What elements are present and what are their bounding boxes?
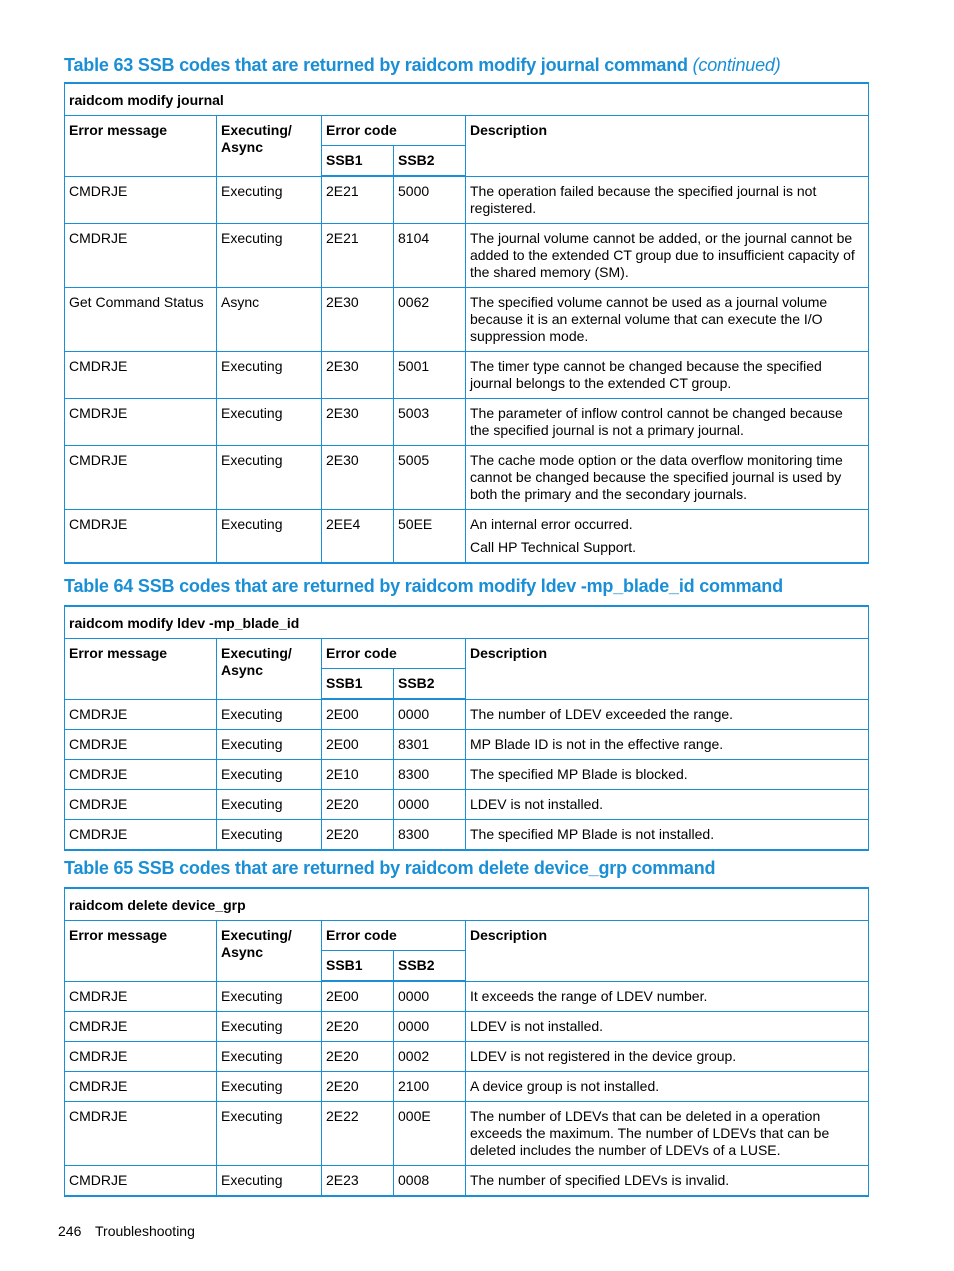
- table-title: raidcom modify journal: [65, 83, 869, 116]
- cell-ssb1: 2E30: [322, 398, 394, 445]
- cell-description: [466, 981, 869, 1012]
- header-error-message: Error message: [65, 921, 217, 982]
- cell-description: [466, 223, 869, 287]
- cell-ssb2: 8300: [394, 760, 466, 790]
- cell-ssb1: 2E20: [322, 1072, 394, 1102]
- header-executing: Executing/ Async: [217, 921, 322, 982]
- cell-description: [466, 790, 869, 820]
- table-row: [65, 730, 869, 760]
- caption-text: Table 63 SSB codes that are returned by raidcom modify journal command: [64, 55, 688, 75]
- cell-ssb2: 0000: [394, 981, 466, 1012]
- table-row: [65, 1042, 869, 1072]
- description-line: The journal volume cannot be added, or the journal cannot be added to the extended CT group due to insufficient capacity of the shared memory (SM).: [470, 229, 855, 280]
- cell-ssb2: 000E: [394, 1102, 466, 1166]
- cell-error-message: CMDRJE: [65, 730, 217, 760]
- cell-ssb2: 0000: [394, 790, 466, 820]
- table-row: [65, 176, 869, 223]
- cell-ssb2: 8104: [394, 223, 466, 287]
- description-line: The specified MP Blade is not installed.: [470, 826, 715, 842]
- table-64-caption: [64, 576, 783, 597]
- table-row: [65, 760, 869, 790]
- cell-error-message: CMDRJE: [65, 699, 217, 730]
- cell-executing: Executing: [217, 981, 322, 1012]
- description-line: The number of specified LDEVs is invalid.: [470, 1172, 730, 1188]
- description-line: The operation failed because the specified journal is not registered.: [470, 182, 817, 216]
- cell-executing: Executing: [217, 509, 322, 563]
- cell-description: [466, 351, 869, 398]
- description-line: The number of LDEV exceeded the range.: [470, 705, 734, 722]
- table-row: [65, 398, 869, 445]
- header-error-message: Error message: [65, 639, 217, 700]
- page-number: 246: [58, 1223, 82, 1239]
- page-footer: [58, 1223, 195, 1239]
- table-row: [65, 351, 869, 398]
- description-line: MP Blade ID is not in the effective range.: [470, 736, 724, 752]
- cell-error-message: CMDRJE: [65, 1166, 217, 1197]
- cell-ssb1: 2E22: [322, 1102, 394, 1166]
- cell-error-message: CMDRJE: [65, 1012, 217, 1042]
- cell-ssb1: 2E10: [322, 760, 394, 790]
- cell-description: [466, 445, 869, 509]
- cell-ssb2: 5000: [394, 176, 466, 223]
- table-row: [65, 1102, 869, 1166]
- table-64: [64, 605, 869, 851]
- cell-error-message: CMDRJE: [65, 1042, 217, 1072]
- cell-ssb2: 0000: [394, 1012, 466, 1042]
- header-executing: Executing/ Async: [217, 639, 322, 700]
- table-row: [65, 1072, 869, 1102]
- header-ssb1: SSB1: [322, 146, 394, 177]
- cell-executing: Executing: [217, 176, 322, 223]
- cell-ssb1: 2E23: [322, 1166, 394, 1197]
- description-line: LDEV is not installed.: [470, 796, 604, 812]
- description-line: The number of LDEVs that can be deleted in a operation exceeds the maximum. The number of LDEVs that can be deleted includes the number of LDEVs of a LUSE.: [470, 1108, 830, 1158]
- cell-ssb1: 2E30: [322, 351, 394, 398]
- cell-error-message: CMDRJE: [65, 760, 217, 790]
- cell-executing: Executing: [217, 1102, 322, 1166]
- cell-error-message: CMDRJE: [65, 981, 217, 1012]
- cell-executing: Executing: [217, 1166, 322, 1197]
- cell-executing: Executing: [217, 730, 322, 760]
- cell-description: [466, 699, 869, 730]
- cell-error-message: CMDRJE: [65, 790, 217, 820]
- table-row: [65, 820, 869, 851]
- cell-ssb2: 5005: [394, 445, 466, 509]
- cell-error-message: CMDRJE: [65, 820, 217, 851]
- table-row: [65, 509, 869, 563]
- cell-executing: Executing: [217, 223, 322, 287]
- cell-description: [466, 1072, 869, 1102]
- cell-ssb1: 2E00: [322, 730, 394, 760]
- cell-error-message: CMDRJE: [65, 1102, 217, 1166]
- cell-description: [466, 1042, 869, 1072]
- description-line: The timer type cannot be changed because the specified journal belongs to the extended CT group.: [470, 357, 822, 391]
- cell-error-message: Get Command Status: [65, 287, 217, 351]
- cell-ssb1: 2E20: [322, 1042, 394, 1072]
- cell-executing: Executing: [217, 351, 322, 398]
- header-error-code: Error code: [322, 116, 466, 146]
- cell-error-message: CMDRJE: [65, 398, 217, 445]
- caption-text: Table 65 SSB codes that are returned by raidcom delete device_grp command: [64, 858, 716, 878]
- cell-ssb1: 2E21: [322, 223, 394, 287]
- cell-executing: Executing: [217, 1042, 322, 1072]
- header-error-code: Error code: [322, 639, 466, 669]
- description-line: The parameter of inflow control cannot be changed because the specified journal is not a primary journal.: [470, 404, 843, 438]
- table-row: [65, 981, 869, 1012]
- cell-ssb2: 8301: [394, 730, 466, 760]
- description-line: The cache mode option or the data overflow monitoring time cannot be changed because the specified journal is used by both the primary and the secondary journals.: [470, 451, 843, 502]
- cell-executing: Executing: [217, 1072, 322, 1102]
- table-row: [65, 790, 869, 820]
- description-line: An internal error occurred.: [470, 515, 633, 532]
- cell-description: [466, 509, 869, 563]
- cell-ssb2: 0000: [394, 699, 466, 730]
- table-65: [64, 887, 869, 1197]
- table-row: [65, 699, 869, 730]
- description-line: The specified MP Blade is blocked.: [470, 766, 688, 782]
- footer-section: Troubleshooting: [95, 1223, 195, 1239]
- cell-description: [466, 820, 869, 851]
- caption-text: Table 64 SSB codes that are returned by raidcom modify ldev -mp_blade_id command: [64, 576, 783, 596]
- cell-ssb1: 2E00: [322, 981, 394, 1012]
- table-title: raidcom modify ldev -mp_blade_id: [65, 606, 869, 639]
- cell-ssb2: 0008: [394, 1166, 466, 1197]
- header-description: Description: [466, 639, 869, 700]
- cell-ssb1: 2E20: [322, 790, 394, 820]
- table-63: [64, 82, 869, 564]
- cell-ssb2: 2100: [394, 1072, 466, 1102]
- cell-ssb1: 2E30: [322, 287, 394, 351]
- header-executing: Executing/ Async: [217, 116, 322, 177]
- cell-error-message: CMDRJE: [65, 223, 217, 287]
- cell-ssb1: 2E20: [322, 1012, 394, 1042]
- description-line: A device group is not installed.: [470, 1078, 660, 1094]
- description-line: LDEV is not installed.: [470, 1018, 604, 1034]
- caption-continued: (continued): [692, 55, 781, 75]
- cell-description: [466, 760, 869, 790]
- cell-executing: Executing: [217, 445, 322, 509]
- header-ssb2: SSB2: [394, 951, 466, 982]
- description-line: It exceeds the range of LDEV number.: [470, 987, 708, 1004]
- table-63-caption: [64, 55, 781, 76]
- table-row: [65, 1012, 869, 1042]
- cell-description: [466, 1166, 869, 1197]
- cell-error-message: CMDRJE: [65, 351, 217, 398]
- cell-ssb2: 8300: [394, 820, 466, 851]
- cell-ssb2: 5001: [394, 351, 466, 398]
- cell-executing: Executing: [217, 398, 322, 445]
- header-ssb1: SSB1: [322, 951, 394, 982]
- header-error-code: Error code: [322, 921, 466, 951]
- cell-executing: Executing: [217, 699, 322, 730]
- header-ssb2: SSB2: [394, 669, 466, 700]
- cell-executing: Executing: [217, 1012, 322, 1042]
- cell-description: [466, 287, 869, 351]
- cell-error-message: CMDRJE: [65, 509, 217, 563]
- cell-executing: Executing: [217, 760, 322, 790]
- cell-error-message: CMDRJE: [65, 176, 217, 223]
- header-description: Description: [466, 116, 869, 177]
- header-ssb2: SSB2: [394, 146, 466, 177]
- cell-error-message: CMDRJE: [65, 1072, 217, 1102]
- table-title: raidcom delete device_grp: [65, 888, 869, 921]
- cell-ssb1: 2E20: [322, 820, 394, 851]
- cell-ssb1: 2EE4: [322, 509, 394, 563]
- description-line: Call HP Technical Support.: [470, 538, 637, 555]
- header-ssb1: SSB1: [322, 669, 394, 700]
- table-row: [65, 287, 869, 351]
- cell-description: [466, 1102, 869, 1166]
- cell-ssb1: 2E21: [322, 176, 394, 223]
- cell-executing: Executing: [217, 790, 322, 820]
- cell-ssb1: 2E30: [322, 445, 394, 509]
- cell-executing: Async: [217, 287, 322, 351]
- cell-ssb1: 2E00: [322, 699, 394, 730]
- cell-executing: Executing: [217, 820, 322, 851]
- cell-description: [466, 176, 869, 223]
- cell-error-message: CMDRJE: [65, 445, 217, 509]
- cell-description: [466, 730, 869, 760]
- header-description: Description: [466, 921, 869, 982]
- cell-ssb2: 0002: [394, 1042, 466, 1072]
- description-line: The specified volume cannot be used as a journal volume because it is an external volume that can execute the I/O suppression mode.: [470, 293, 828, 344]
- table-65-caption: [64, 858, 715, 879]
- table-row: [65, 223, 869, 287]
- table-row: [65, 445, 869, 509]
- table-row: [65, 1166, 869, 1197]
- cell-description: [466, 398, 869, 445]
- description-line: LDEV is not registered in the device group.: [470, 1048, 737, 1064]
- header-error-message: Error message: [65, 116, 217, 177]
- cell-description: [466, 1012, 869, 1042]
- cell-ssb2: 0062: [394, 287, 466, 351]
- cell-ssb2: 50EE: [394, 509, 466, 563]
- cell-ssb2: 5003: [394, 398, 466, 445]
